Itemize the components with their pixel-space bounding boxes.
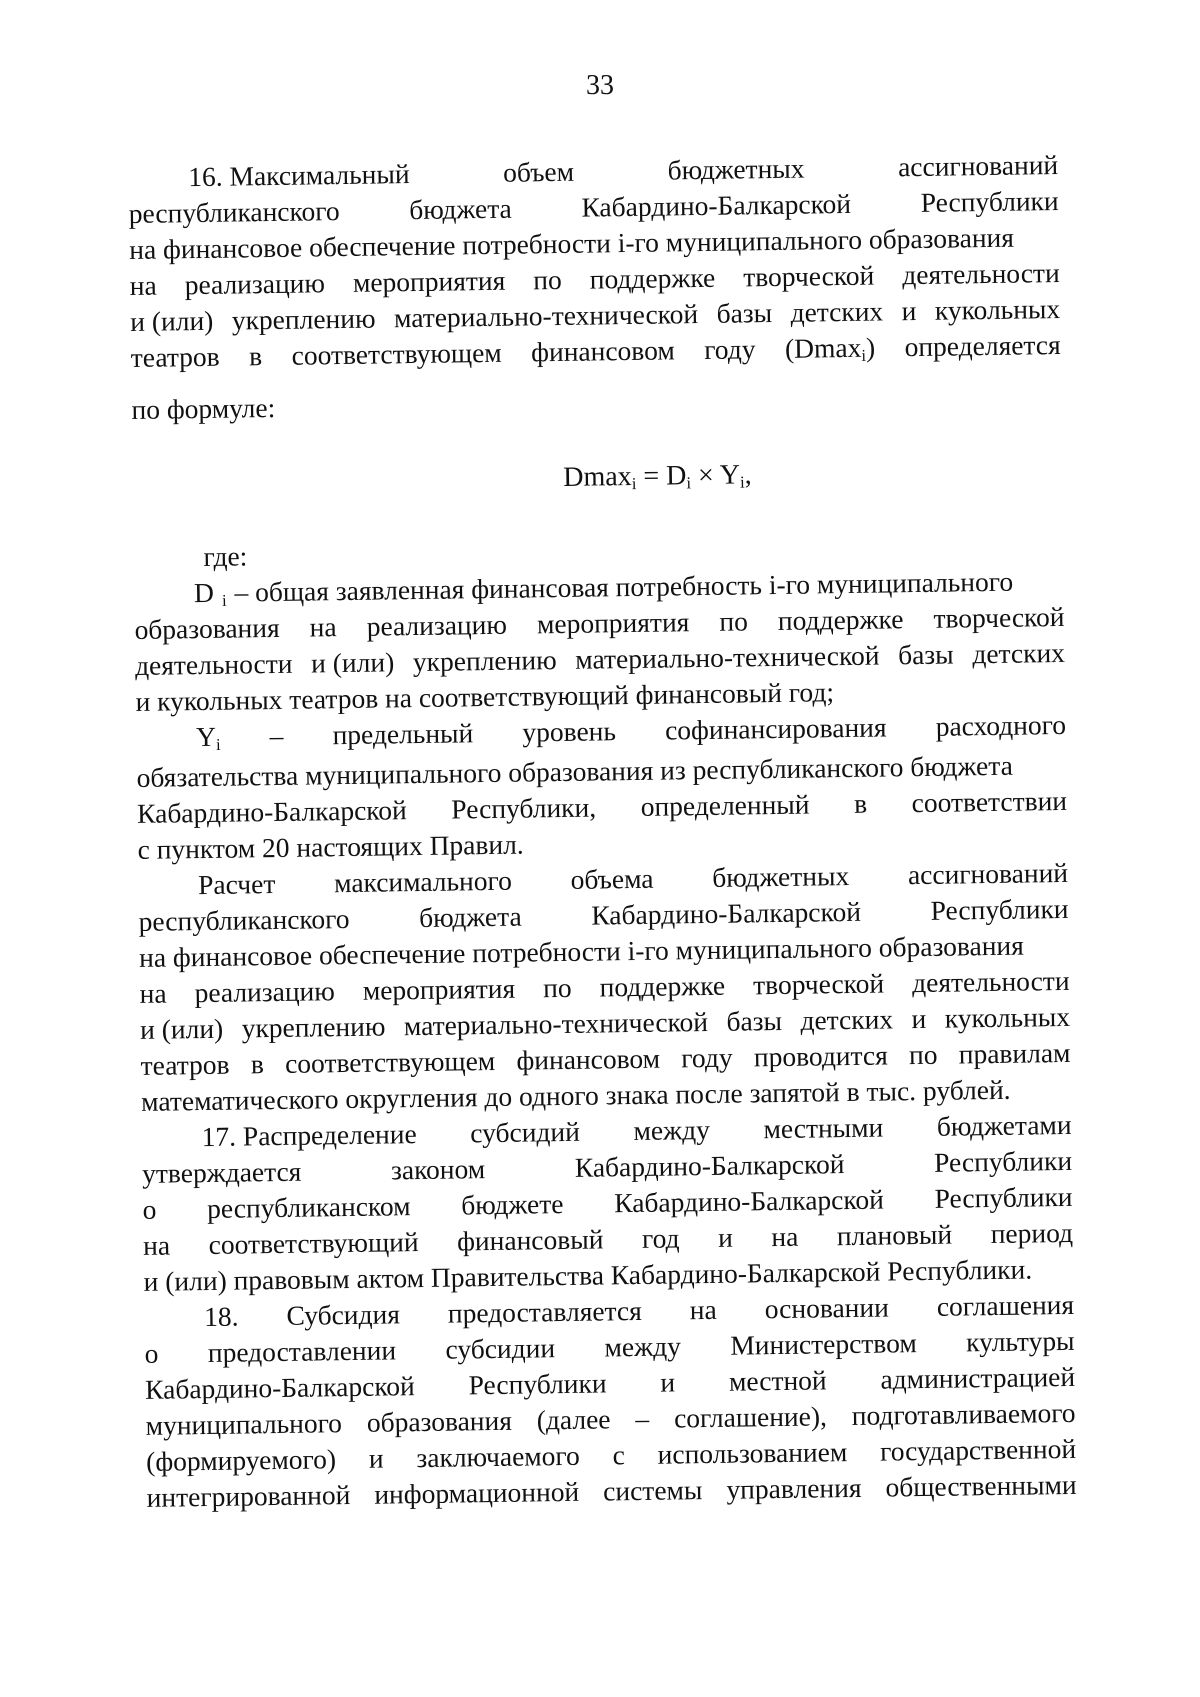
formula: $Dmax_i = D_i \times Y_i$, <box>563 459 752 494</box>
word: в <box>250 1048 265 1080</box>
word: по <box>908 1038 938 1071</box>
word: предельный <box>332 717 474 751</box>
word: субсидий <box>470 1115 581 1149</box>
word: определенный <box>640 788 810 822</box>
word: деятельности <box>911 964 1070 999</box>
word: и (или) правовым актом Правительства Кабардино-Балкарской Республики. <box>143 1253 1033 1297</box>
paragraph-17 <box>141 1107 1073 1300</box>
word: предоставляется <box>447 1294 642 1329</box>
word: период <box>990 1216 1074 1250</box>
paragraph-16 <box>128 147 1062 428</box>
word: бюджете <box>461 1188 564 1221</box>
word: мероприятия <box>352 264 506 298</box>
word: основании <box>764 1291 890 1325</box>
word: местной <box>728 1364 827 1397</box>
word: соглашения <box>936 1288 1075 1322</box>
page-number: 33 <box>586 70 614 101</box>
word: общественными <box>885 1468 1077 1503</box>
word: деятельности <box>902 257 1060 291</box>
word: субсидии <box>445 1332 556 1365</box>
symbol-di: D $_i$ <box>193 576 227 610</box>
word: софинансирования <box>664 711 887 746</box>
word: театров <box>130 340 220 373</box>
word: творческой <box>933 600 1065 634</box>
word: между <box>633 1113 711 1147</box>
word: базы <box>716 297 773 329</box>
word: использованием <box>657 1436 848 1470</box>
word: Кабардино-Балкарской <box>591 895 862 931</box>
word: Кабардино-Балкарской <box>581 187 852 223</box>
word: и (или) <box>139 1012 224 1045</box>
word: по <box>533 263 562 296</box>
word: поддержке <box>777 603 904 636</box>
word: определяется <box>904 328 1061 363</box>
word: и (или) <box>130 304 214 337</box>
word: и <box>911 1002 927 1035</box>
word: – общая заявленная финансовая потребность i-го муниципального <box>234 565 1014 608</box>
word: администрацией <box>880 1360 1076 1395</box>
word: в <box>853 787 868 819</box>
word: детских <box>790 295 884 328</box>
word: и <box>660 1366 676 1398</box>
word: государственной <box>879 1432 1077 1467</box>
word: – <box>269 719 284 752</box>
definition-di <box>134 563 1066 720</box>
word: творческой <box>743 259 875 293</box>
word: реализацию <box>184 267 326 301</box>
word: бюджета <box>418 900 522 934</box>
word: плановый <box>836 1218 953 1252</box>
word: системы <box>602 1474 703 1507</box>
word: на финансовое обеспечение потребности i-го муниципального образования <box>129 221 1015 265</box>
word: и <box>717 1221 734 1253</box>
word: мероприятия <box>536 606 690 640</box>
word: соответствии <box>911 784 1068 819</box>
word: заключаемого <box>416 1439 580 1474</box>
word: с пунктом 20 настоящих Правил. <box>137 828 524 865</box>
word: деятельности <box>134 647 293 681</box>
word: по <box>719 605 749 637</box>
word: между <box>604 1330 682 1363</box>
word: базы <box>897 638 954 671</box>
word: Республики <box>468 1367 607 1401</box>
word: 16. Максимальный <box>188 158 410 193</box>
word: образования <box>134 611 280 645</box>
symbol-yi: $Y_i$ <box>195 720 221 754</box>
word: объем <box>502 155 575 188</box>
word: театров <box>140 1048 230 1081</box>
word: творческой <box>752 967 885 1001</box>
word: кукольных <box>944 1000 1071 1034</box>
word: о <box>142 1193 157 1225</box>
word: на <box>139 977 167 1009</box>
word: году <box>703 333 756 365</box>
word: реализацию <box>194 975 336 1009</box>
word: Республики <box>934 1180 1073 1214</box>
word: на <box>309 611 337 643</box>
word: местными <box>763 1111 884 1145</box>
word: управления <box>726 1471 862 1505</box>
word: Кабардино-Балкарской <box>136 794 407 829</box>
word: интегрированной <box>146 1479 351 1513</box>
word: укреплению <box>231 302 376 336</box>
word: предоставлении <box>207 1334 397 1368</box>
dmax-inline: (Dmax$_i$) <box>784 331 876 365</box>
word: и <box>901 295 917 327</box>
word: республиканского <box>138 902 350 937</box>
word: Кабардино-Балкарской <box>144 1370 415 1405</box>
word: информационной <box>374 1475 580 1510</box>
word: финансовый <box>456 1223 604 1257</box>
word: республиканском <box>206 1190 411 1224</box>
word: мероприятия <box>362 972 516 1006</box>
word: год <box>641 1222 680 1254</box>
word: Республики <box>920 185 1059 218</box>
word: культуры <box>965 1324 1075 1358</box>
word: материально-технической <box>393 298 699 334</box>
where-label: где: <box>203 540 248 572</box>
word: математического округления до одного знака после запятой в тыс. рублей. <box>140 1073 1011 1117</box>
word: соглашение), <box>673 1400 828 1434</box>
word: реализацию <box>366 608 508 642</box>
word: на <box>142 1229 171 1261</box>
word: утверждается <box>141 1155 302 1189</box>
word: подготавливаемого <box>851 1396 1076 1432</box>
word: законом <box>390 1153 486 1186</box>
word: и <box>368 1442 384 1474</box>
word: обязательства муниципального образования из республиканского бюджета <box>136 749 1014 793</box>
word: соответствующем <box>291 336 502 371</box>
body-text <box>128 147 1077 1516</box>
word: республиканского <box>128 195 340 229</box>
word: бюджета <box>409 192 512 226</box>
word: расходного <box>935 708 1067 742</box>
word: (формируемого) <box>145 1443 337 1477</box>
word: на <box>771 1220 799 1253</box>
paragraph-calculation <box>138 855 1071 1120</box>
word: детских <box>800 1003 894 1036</box>
word: бюджетных <box>712 860 850 893</box>
word: максимального <box>333 864 513 899</box>
word: ассигнований <box>907 856 1069 891</box>
word: финансовом <box>530 334 675 368</box>
word: кукольных <box>934 293 1061 326</box>
word: на финансовое обеспечение потребности i-го муниципального образования <box>138 929 1025 973</box>
word: по <box>542 971 572 1004</box>
word: Министерством <box>730 1327 917 1361</box>
word: Республики <box>933 1144 1073 1178</box>
word: бюджетами <box>936 1108 1072 1142</box>
word: поддержке <box>599 969 726 1003</box>
word: и (или) <box>310 646 395 679</box>
word: Расчет <box>197 868 276 901</box>
word: на <box>689 1293 717 1326</box>
paragraph-18 <box>144 1287 1077 1516</box>
word: Республики, <box>451 791 597 825</box>
word: финансовом <box>516 1042 661 1076</box>
word: на <box>129 269 157 301</box>
word: проводится <box>753 1039 888 1073</box>
word: объема <box>570 862 654 895</box>
word: материально-технической <box>575 639 880 675</box>
word: Кабардино-Балкарской <box>614 1183 885 1219</box>
word: материально-технической <box>403 1005 709 1042</box>
word: бюджетных <box>667 152 805 186</box>
word: муниципального <box>145 1407 343 1441</box>
word: Субсидия <box>286 1298 401 1331</box>
word: Кабардино-Балкарской <box>574 1148 845 1183</box>
word: базы <box>726 1004 783 1037</box>
word: по формуле: <box>131 391 276 425</box>
word: 17. Распределение <box>201 1118 417 1153</box>
definition-yi <box>136 707 1068 868</box>
word: (далее <box>536 1403 611 1436</box>
word: образования <box>366 1404 513 1438</box>
word: поддержке <box>589 261 716 295</box>
word: и кукольных театров на соответствующий финансовый год; <box>135 676 835 717</box>
word: с <box>612 1439 626 1471</box>
word: уровень <box>522 715 617 748</box>
word: ассигнований <box>897 149 1059 183</box>
word: о <box>144 1337 159 1369</box>
word: соответствующий <box>208 1226 419 1260</box>
word: правилам <box>958 1036 1071 1070</box>
word: – <box>635 1402 650 1435</box>
word: 18. <box>203 1300 239 1333</box>
word: в <box>248 340 263 372</box>
word: соответствующем <box>284 1044 496 1079</box>
word: Республики <box>930 892 1069 926</box>
word: укреплению <box>241 1010 386 1044</box>
word: детских <box>972 636 1066 670</box>
word: укреплению <box>412 644 557 678</box>
word: году <box>681 1041 733 1074</box>
